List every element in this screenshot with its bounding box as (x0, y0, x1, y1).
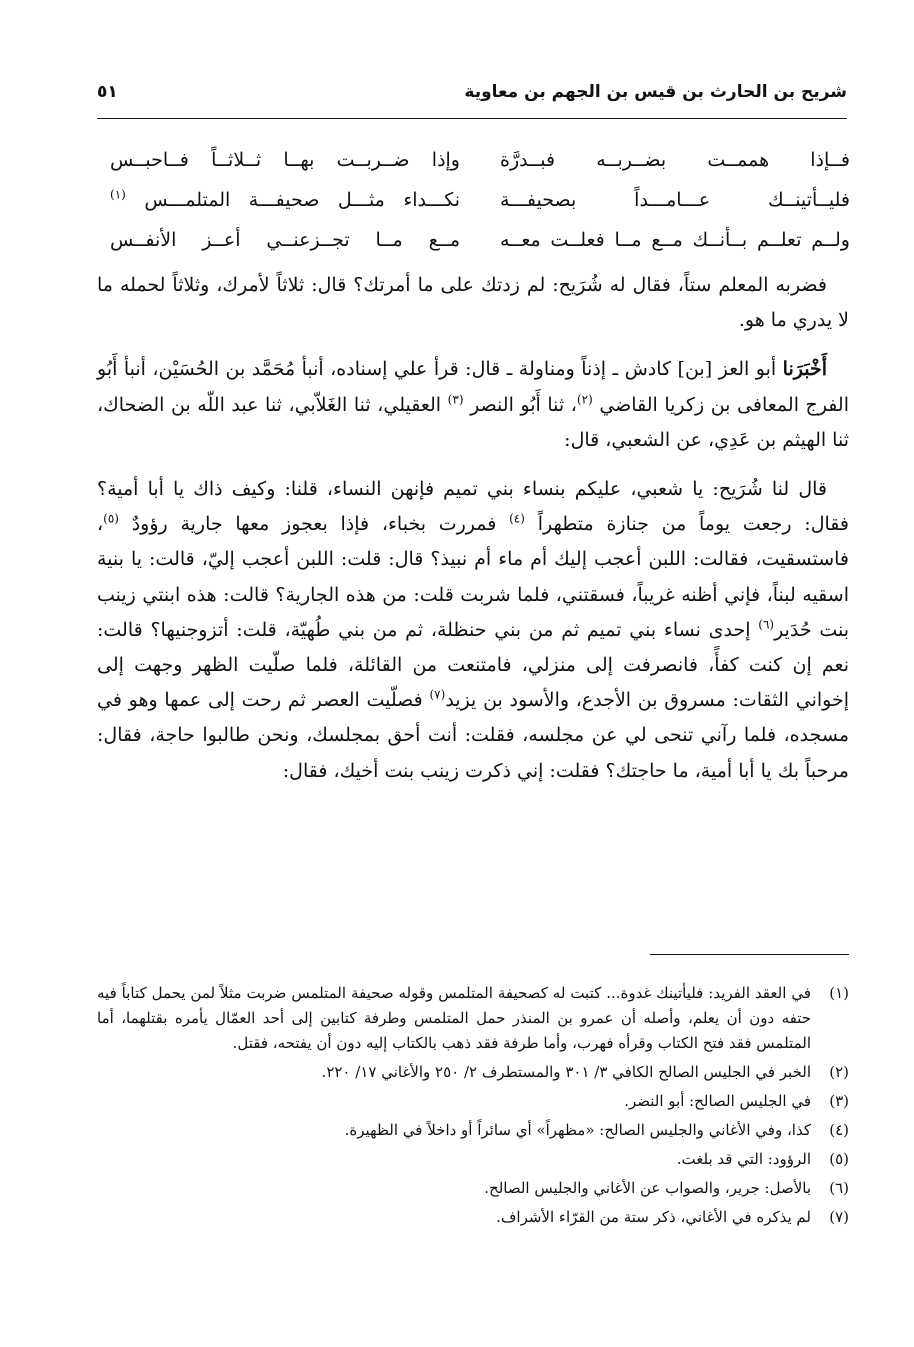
footnote (97, 1147, 849, 1172)
footnotes (97, 981, 849, 1234)
text-run: ، فاستسقيت، فقالت: اللبن أعجب إليك أم ماء أم نبيذ؟ قال: قلت: اللبن أعجب إليّ، قالت: يا بنية اسقيه لبناً، فإني أظنه غريباً، فسقتني، فلما شربت قلت: من هذه الجارية؟ قالت: هذه ابنتي زينب بنت حُدَير (97, 513, 849, 641)
poem-verse (110, 180, 850, 220)
footnote (97, 1205, 849, 1230)
footnote-text: الرؤود: التي قد بلغت. (676, 1150, 811, 1168)
first-hemistich: ولــم تعلــم بــأنــك مــع مــا فعلــت معــه (500, 229, 850, 251)
second-hemistich-text: نكـــداء مثـــل صحيفـــة المتلمـــس (144, 189, 460, 211)
footnote-reference[interactable]: (٦) (758, 617, 775, 632)
header-divider (97, 118, 847, 119)
footnote-number: (٤) (829, 1121, 849, 1139)
footnote-reference[interactable]: (٤) (509, 511, 525, 526)
footnote-divider (650, 954, 849, 955)
footnote-reference[interactable]: (٧) (429, 687, 446, 702)
second-hemistich-text: مــع مــا تجــزعنــي أعــز الأنفــس (110, 229, 460, 251)
second-hemistich (110, 180, 460, 220)
footnote-text: بالأصل: جرير، والصواب عن الأغاني والجليس الصالح. (484, 1179, 811, 1197)
footnote (97, 1176, 849, 1201)
text-run: إحدى نساء بني تميم ثم من بني حنظلة، ثم من بني طُهيّة، قلت: أتزوجنيها؟ قالت: نعم إن كنت كفأً، فانصرفت إلى منزلي، فامتنعت من القائلة، فلما صلّيت الظهر وجهت إلى إخواني الثقات: مسروق بن الأجدع، والأسود بن يزيد (97, 618, 849, 712)
text-run: أبو العز [بن] كادش ـ إذناً ومناولة ـ قال: قرأ علي إسناده، أنبأ مُحَمَّد بن الحُسَيْن، أنبأ أَبُو الفرج المعافى بن زكريا القاضي (97, 358, 849, 416)
footnote-number: (٢) (829, 1063, 849, 1081)
footnote-reference[interactable]: (٣) (447, 392, 464, 407)
footnote-number: (٣) (829, 1092, 849, 1110)
text-run: فصلّيت العصر ثم رحت إلى عمها وهو في مسجده، فلما رآني تنحى لي عن مجلسه، فقلت: أنت أحق بمجلسك، ونحن طالبوا حاجة، فقال: مرحباً بك يا أبا أمية، ما حاجتك؟ فقلت: إني ذكرت زينب بنت أخيك، فقال: (97, 689, 849, 782)
footnote-text: في الجليس الصالح: أبو النضر. (624, 1092, 811, 1110)
second-hemistich (110, 140, 460, 180)
footnote-text: الخبر في الجليس الصالح الكافي ٣/ ٣٠١ والمستطرف ٢/ ٢٥٠ والأغاني ١٧/ ٢٢٠. (321, 1063, 811, 1081)
text-run: العقيلي، ثنا الغَلاّبي، ثنا عبد اللّه بن الضحاك، ثنا الهيثم بن عَدِي، عن الشعبي، قال: (97, 393, 849, 451)
paragraph (97, 352, 849, 458)
akhbarana-keyword: أَخْبَرَنا (782, 358, 827, 381)
footnote (97, 1060, 849, 1085)
footnote-reference[interactable]: (١) (110, 187, 126, 202)
footnote-text: كذا، وفي الأغاني والجليس الصالح: «مظهراً» أي سائراً أو داخلاً في الظهيرة. (344, 1121, 811, 1139)
footnote-text: في العقد الفريد: فليأتينك غدوة... كتبت له كصحيفة المتلمس وقوله صحيفة المتلمس ضربت مثلاً لمن يحمل كتاباً فيه حتفه دون أن يعلم، وأصله أن عمرو بن المنذر حمل المتلمس وطرفة كتابين إلى أحد العمّال يأمره بقتلهما، أما المتلمس فقد فتح الكتاب وقرأه فهرب، وأما طرفة فقد ذهب بالكتاب إليه دون أن يفتحه، فقتل. (97, 984, 811, 1052)
footnote-number: (١) (829, 984, 849, 1002)
footnote-number: (٦) (829, 1179, 849, 1197)
footnote-reference[interactable]: (٢) (576, 392, 593, 407)
page-number: ٥١ (97, 82, 118, 102)
paragraph (97, 472, 849, 789)
running-header (97, 82, 847, 114)
footnote-text: لم يذكره في الأغاني، ذكر ستة من القرّاء الأشراف. (496, 1208, 811, 1226)
footnote (97, 1089, 849, 1114)
text-run: ، ثنا أَبُو النصر (463, 393, 577, 416)
main-text (97, 268, 849, 789)
second-hemistich-text: وإذا ضــربــت بهــا ثــلاثــاً فــاحبــس (110, 149, 460, 171)
footnote (97, 1118, 849, 1143)
paragraph: فضربه المعلم ستاً، فقال له شُرَيح: لم زدتك على ما أمرتك؟ قال: ثلاثاً لأمرك، وثلاثاً لحمله ما لا يدري ما هو. (97, 274, 849, 332)
poem (110, 140, 850, 260)
text-run: قال لنا شُرَيح: يا شعبي، عليكم بنساء بني تميم فإنهن النساء، قلنا: وكيف ذاك يا أبا أمية؟ فقال: رجعت يوماً من جنازة متطهراً (97, 478, 849, 536)
footnote (97, 981, 849, 1056)
running-title: شريح بن الحارث بن قيس بن الجهم بن معاوية (464, 82, 847, 102)
footnote-number: (٧) (829, 1208, 849, 1226)
first-hemistich: فليــأتينــك عـــامـــداً بصحيفـــة (500, 189, 850, 211)
poem-verse (110, 140, 850, 180)
footnote-reference[interactable]: (٥) (103, 511, 119, 526)
poem-verse (110, 220, 850, 260)
first-hemistich: فــإذا هممــت بضــربــه فبــدرَّة (500, 149, 850, 171)
text-run: فمررت بخباء، فإذا بعجوز معها جارية رؤودٌ (118, 513, 510, 536)
footnote-number: (٥) (829, 1150, 849, 1168)
second-hemistich (110, 220, 460, 260)
